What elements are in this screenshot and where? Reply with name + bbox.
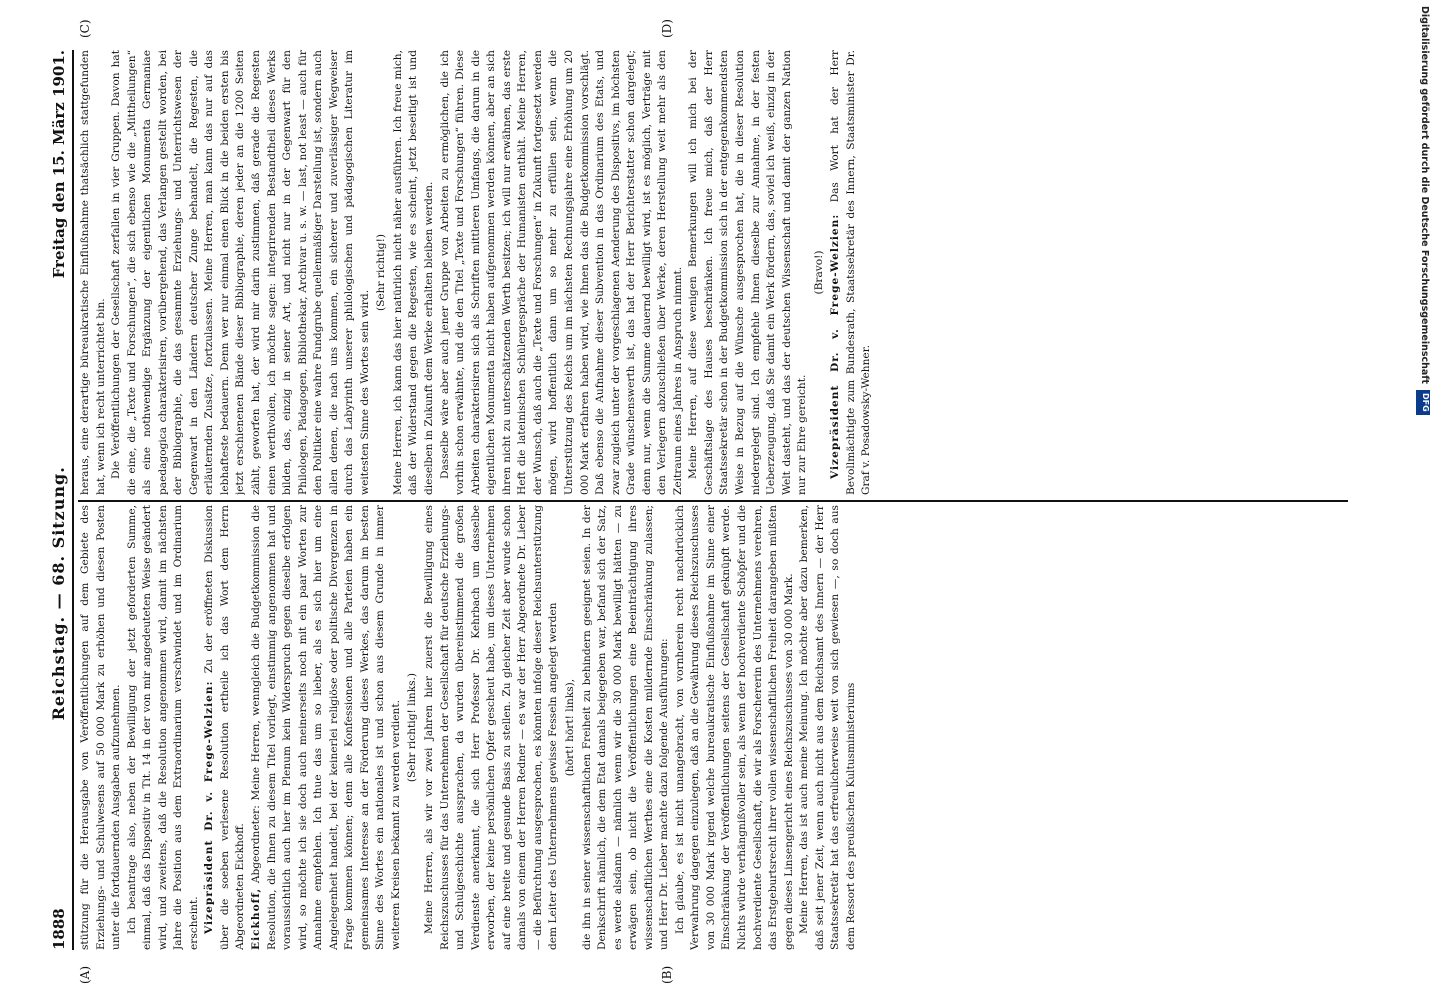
paragraph: stützung für die Herausgabe von Veröffentlichungen auf dem Gebiete des Erziehungs- und Schulwesens auf 50 000 Mark zu erhöhen und diesen Posten unter die fortdauernden Ausgaben aufzunehmen. — [79, 505, 123, 950]
paragraph: Meine Herren, das ist auch meine Meinung. Ich möchte aber dazu bemerken, daß seit jener Zeit, wenn auch nicht aus dem Reichsamt des Innern — der Herr Staatssekretär hat das erfreulicherweise weit von sich gewiesen —, so doch aus dem Ressort des preußischen Kultusministeriums — [798, 505, 857, 950]
column-divider — [78, 501, 1348, 503]
interjection: (Sehr richtig!) — [375, 234, 388, 311]
paragraph-text: Das Wort hat der Herr Bevollmächtigte zum Bundesrath, Staatssekretär des Innern, Staatsminister Dr. Graf v. Posadowsky-Wehner. — [829, 50, 873, 495]
paragraph: Ich beantrage also, neben der Bewilligung der jetzt geforderten Summe, einmal, daß das Dispositiv in Tit. 14 in der von mir angedeuteten Weise geändert wird, und zweitens, daß die Resolution angenommen wird, damit im nächsten Jahre die Position aus dem Extraordinarium verschwindet und im Ordinarium erscheint. — [125, 505, 200, 950]
margin-marker-c: (C) — [78, 19, 92, 38]
paragraph-text: Zu der eröffneten Diskussion über die soeben verlesene Resolution ertheile ich das Wort dem Herrn Abgeordneten Eickhoff. — [203, 505, 247, 950]
paragraph-text: Abgeordneter: Meine Herren, wenngleich die Budgetkommission die Resolution, die Ihnen zu diesem Titel vorliegt, einstimmig angenommen hat und voraussichtlich auch hier im Plenum kein Widerspruch gegen dieselbe erfolgen wird, so möchte ich sie doch auch meinerseits noch mit ein paar Worten zur Annahme empfehlen. Ich thue das um so lieber, als es sich hier um eine Angelegenheit handelt, bei der keinerlei religiöse oder politische Divergenzen in Frage kommen können; denn alle Konfessionen und alle Parteien haben ein gemeinsames Interesse an der Förderung dieses Werkes, das darum im besten Sinne des Wortes ein nationales ist und schon aus diesem Grunde in immer weiteren Kreisen bekannt zu werden verdient. — [250, 505, 402, 950]
credit-text: Digitalisierung gefördert durch die Deutsche Forschungsgemeinschaft — [1419, 6, 1430, 384]
interjection: (hört! hört! links), — [563, 678, 576, 777]
left-column — [78, 505, 1348, 950]
paragraph: Die Veröffentlichungen der Gesellschaft zerfallen in vier Gruppen. Davon hat die eine, die „Texte und Forschungen“, die sich ebenso wie die „Mittheilungen“ als eine nothwendige Ergänzung der eigentlichen Monumenta Germaniae paedagogica charakterisiren, vorübergehend, das Verlangen gestellt worden, bei der Bibliographie, die das gesammte Erziehungs- und Unterrichtswesen der Gegenwart in den Ländern deutscher Zunge behandelt, die Regesten, die erläuternden Zusätze, fortzulassen. Meine Herren, man kann das nur auf das lebhafteste bedauern. Denn wer nur einmal einen Blick in die beiden ersten bis jetzt erschienenen Bände dieser Bibliographie, deren jeder an die 1200 Seiten zählt, geworfen hat, der wird mir darin zustimmen, daß gerade die Regesten einen werthvollen, ich möchte sagen: integrirenden Bestandtheil dieses Werks bilden, das, einzig in seiner Art, und nicht nur in der Gegenwart für den Philologen, Pädagogen, Bibliothekar, Archivar u. s. w. — last, not least — auch für den Politiker eine wahre Fundgrube quellenmäßiger Darstellung ist, sondern auch allen denen, die nach uns kommen, ein sicherer und zuverlässiger Wegweiser durch das Labyrinth unserer philologischen und pädagogischen Literatur im weitesten Sinne des Wortes sein wird. — [110, 50, 371, 495]
margin-marker-a: (A) — [78, 965, 92, 984]
interjection: (Sehr richtig! links.) — [406, 672, 419, 783]
paragraph: Meine Herren, ich kann das hier natürlich nicht näher ausführen. Ich freue mich, daß der Widerstand gegen die Regesten, wie es scheint, jetzt beseitigt ist und dieselben in Zukunft dem Werke erhalten bleiben werden. — [391, 50, 436, 495]
interjection: (Bravo!) — [812, 250, 825, 295]
paragraph: Dasselbe wäre aber auch jener Gruppe von Arbeiten zu ermöglichen, die ich vorhin schon erwähnte, und die den Titel „Texte und Forschungen“ führen. Diese Arbeiten charakterisiren sich als Schriften mittleren Umfangs, die darum in die eigentlichen Monumenta nicht haben aufgenommen werden können, aber an sich ihren nicht zu unterschätzenden Werth besitzen; ich will nur erwähnen, das erste Heft die lateinischen Schülergespräche der Humanisten enthält. Meine Herren, der Wunsch, daß auch die „Texte und Forschungen“ in Zukunft fortgesetzt werden mögen, wird hoffentlich dann um so mehr zu erfüllen sein, wenn die Unterstützung des Reichs um im nächsten Rechnungsjahre eine Erhöhung um 20 000 Mark erfahren haben wird, wie Ihnen das die Budgetkommission vorschlägt. Daß ebenso die Aufnahme dieser Subvention in das Ordinarium des Etats, und zwar zugleich unter der vorgeschlagenen Aenderung des Dispositivs, im höchsten Grade wünschenswerth ist, das hat der Herr Berichterstatter schon dargelegt; denn nur, wenn die Summe dauernd bewilligt wird, ist es möglich, Verträge mit den Verlegern abzuschließen über Werke, deren Herstellung weit mehr als den Zeitraum eines Jahres in Anspruch nimmt. — [438, 50, 684, 495]
session-date: Freitag den 15. März 1901. — [50, 50, 68, 279]
paragraph — [249, 505, 404, 950]
paragraph — [828, 50, 875, 495]
paragraph: heraus, eine derartige büreaukratische Einflußnahme thatsächlich stattgefunden hat, wenn ich recht unterrichtet bin. — [79, 50, 107, 495]
paragraph: Meine Herren, auf diese wenigen Bemerkungen will ich mich bei der Geschäftslage des Hauses beschränken. Ich freue mich, daß der Herr Staatssekretär schon in der Budgetkommission sich in der entgegenkommendsten Weise in Bezug auf die Wünsche ausgesprochen hat, die in dieser Resolution niedergelegt sind. Ich empfehle Ihnen dieselbe zur Annahme, in der festen Ueberzeugung, daß Sie damit ein Werk fördern, das, soviel ich weiß, einzig in der Welt dasteht, und das der deutschen Wissenschaft und damit der ganzen Nation nur zur Ehre gereicht. — [687, 50, 809, 495]
digitization-credit — [1416, 6, 1430, 996]
speaker-name: Vizepräsident Dr. v. Frege-Welzien: — [203, 680, 216, 934]
page-header — [18, 50, 74, 950]
speaker-name: Eickhoff, — [250, 887, 263, 950]
session-title: Reichstag. — 68. Sitzung. — [49, 466, 68, 721]
paragraph: die ihn in seiner wissenschaftlichen Freiheit zu behindern geeignet seien. In der Denkschrift nämlich, die dem Etat damals beigegeben war, befand sich der Satz, es werde alsdann — nämlich wenn wir die 30 000 Mark bewilligt hätten — zu erwägen sein, ob nicht die Veröffentlichungen eine Beeinträchtigung ihres wissenschaftlichen Werthes eine die Kosten mildernde Einschränkung zulassen; und Herr Dr. Lieber machte dazu folgende Ausführungen: — [580, 505, 671, 950]
page-number: 1888 — [50, 908, 68, 950]
paragraph: Ich glaube, es ist nicht unangebracht, von vornherein recht nachdrücklich Verwahrung dagegen einzulegen, daß an die Gewährung dieses Reichszuschusses von 30 000 Mark irgend welche bureaukratische Einflußnahme im Sinne einer Einschränkung der Veröffentlichungen seitens der Gesellschaft geknüpft werde. Nichts würde verhängnißvoller sein, als wenn der hochverdiente Schöpfer und die hochverdiente Gesellschaft, die wir als Forschererin des Unternehmens verehren, das Erstgeburtsrecht ihrer vollen wissenschaftlichen Freiheit darangeben müßten gegen dieses Linsengericht eines Reichszuschusses von 30 000 Mark. — [673, 505, 795, 950]
margin-marker-b: (B) — [660, 965, 674, 984]
margin-marker-d: (D) — [660, 19, 674, 38]
paragraph — [202, 505, 249, 950]
speaker-name: Vizepräsident Dr. v. Frege-Welzien: — [829, 213, 842, 479]
right-column — [78, 50, 1348, 495]
paragraph: Meine Herren, als wir vor zwei Jahren hier zuerst die Bewilligung eines Reichszuschusses für das Unternehmen der Gesellschaft für deutsche Erziehungs- und Schulgeschichte aussprachen, da wurden übereinstimmend die großen Verdienste anerkannt, die sich Herr Professor Dr. Kehrbach um dasselbe erworben, der keine persönlichen Opfer gescheut habe, um dieses Unternehmen auf eine breite und gesunde Basis zu stellen. Zu gleicher Zeit aber wurde schon damals von einem der Herren Redner — es war der Herr Abgeordnete Dr. Lieber — die Befürchtung ausgesprochen, es könnten infolge dieser Reichsunterstützung dem Leiter des Unternehmens gewisse Fesseln angelegt werden — [423, 505, 560, 950]
dfg-logo: DFG — [1416, 390, 1430, 415]
